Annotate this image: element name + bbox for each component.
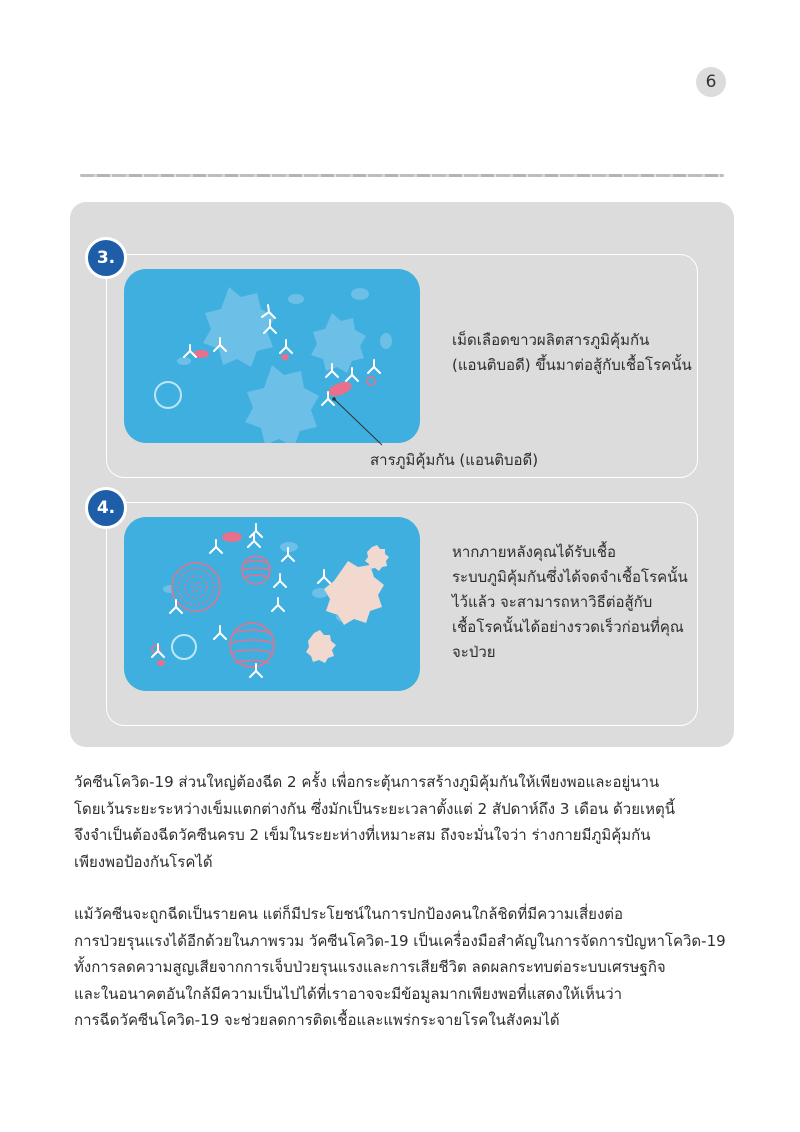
pathogen-cell — [155, 382, 181, 408]
pathogen-cell — [172, 635, 196, 659]
body-paragraph: แม้วัคซีนจะถูกฉีดเป็นรายคน แต่ก็มีประโยชน์ในการปกป้องคนใกล้ชิดที่มีความเสี่ยงต่อ การป่วยรุนแรงได้อีกด้วยในภาพรวม วัคซีนโควิด-19 เป็นเครื่องมือสำคัญในการจัดการปัญหาโควิด-19 ทั้งการลดความสูญเสียจากการเจ็บป่วยรุนแรงและการเสียชีวิต ลดผลกระทบต่อระบบเศรษฐกิจ และในอนาคตอันใกล้มีความเป็นไปได้ที่เราอาจจะมีข้อมูลมากเพียงพอที่แสดงให้เห็นว่า การฉีดวัคซีนโควิด-19 จะช่วยลดการติดเชื้อและแพร่กระจายโรคในสังคมได้ — [74, 905, 726, 1029]
step-4-description: หากภายหลังคุณได้รับเชื้อ ระบบภูมิคุ้มกันซึ่งได้จดจำเชื้อโรคนั้น ไว้แล้ว จะสามารถหาวิธีต่อสู้กับ เชื้อโรคนั้นได้อย่างรวดเร็วก่อนที่คุณ จะป่วย — [452, 543, 688, 661]
virus-particle-striped — [230, 623, 274, 667]
body-paragraph: วัคซีนโควิด-19 ส่วนใหญ่ต้องฉีด 2 ครั้ง เพื่อกระตุ้นการสร้างภูมิคุ้มกันให้เพียงพอและอยู่นาน โดยเว้นระยะระหว่างเข็มแตกต่างกัน ซึ่งมักเป็นระยะเวลาตั้งแต่ 2 สัปดาห์ถึง 3 เดือน ด้วยเหตุนี้ จึงจำเป็นต้องฉีดวัคซีนครบ 2 เข็มในระยะห่างที่เหมาะสม ถึงจะมั่นใจว่า ร่างกายมีภูมิคุ้มกัน เพียงพอป้องกันโรคได้ — [74, 773, 676, 871]
white-blood-cell-shape — [245, 365, 319, 443]
infected-cell-shape — [306, 630, 336, 663]
antigen-marker — [157, 660, 165, 666]
immune-memory-illustration — [124, 517, 420, 691]
virus-particle-large — [172, 563, 220, 611]
callout-leader-line — [330, 395, 390, 450]
step-4-badge: 4. — [85, 487, 127, 529]
section-divider — [80, 174, 724, 177]
white-blood-cell-shape — [311, 313, 366, 373]
infected-cell-shape — [324, 561, 384, 625]
virus-particle-striped — [242, 556, 270, 584]
step-3-description: เม็ดเลือดขาวผลิตสารภูมิคุ้มกัน (แอนติบอดี) ขึ้นมาต่อสู้กับเชื้อโรคนั้น — [452, 331, 692, 374]
antibody-callout-label: สารภูมิคุ้มกัน (แอนติบอดี) — [370, 451, 539, 469]
page-number: 6 — [696, 67, 726, 97]
step-3-badge: 3. — [85, 237, 127, 279]
white-blood-cell-shape — [203, 287, 275, 367]
antigen-marker — [222, 532, 242, 542]
antigen-marker — [281, 354, 289, 360]
